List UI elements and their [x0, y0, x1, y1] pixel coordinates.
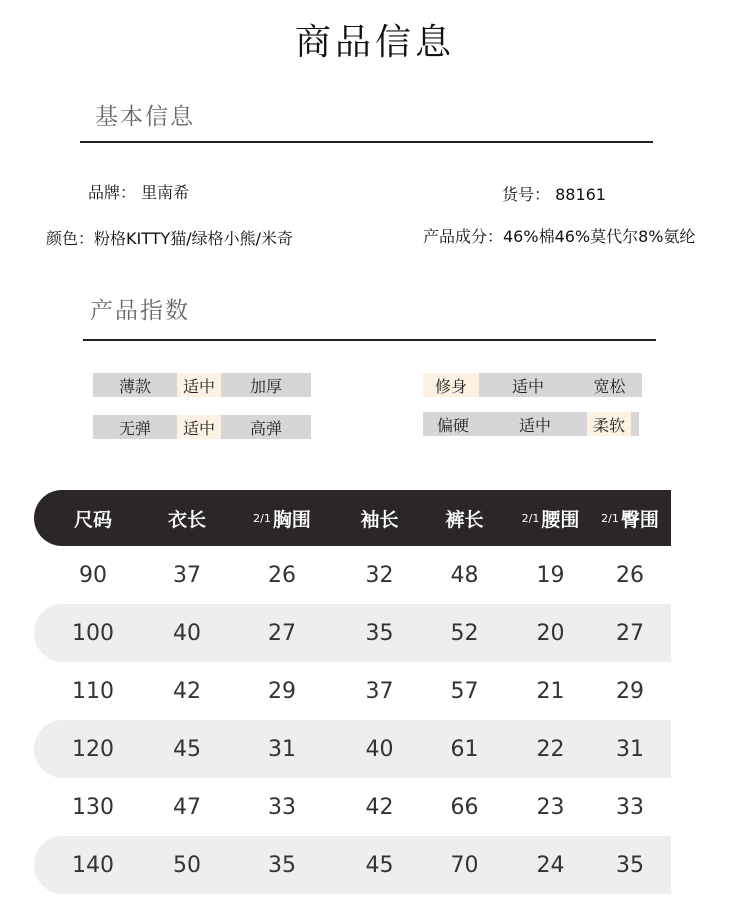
basic-info-divider — [80, 141, 653, 143]
cell-hip: 31 — [616, 736, 644, 762]
cell-chest: 29 — [268, 678, 296, 704]
cell-hip: 33 — [616, 794, 644, 820]
cell-sleeve: 40 — [365, 736, 394, 762]
header-hip: 2/1 臀围 — [601, 508, 659, 531]
product-index-divider — [83, 339, 656, 341]
table-row — [34, 836, 671, 894]
header-pants-length: 裤长 — [445, 508, 484, 531]
elasticity-high: 高弹 — [221, 415, 311, 439]
table-row — [34, 778, 671, 836]
cell-chest: 33 — [268, 794, 296, 820]
cell-waist: 23 — [536, 794, 565, 820]
elasticity-none: 无弹 — [93, 415, 177, 439]
cell-chest: 31 — [268, 736, 296, 762]
softness-index — [423, 412, 639, 436]
header-length: 衣长 — [167, 508, 206, 531]
cell-sleeve: 32 — [365, 562, 394, 588]
fit-regular: 适中 — [479, 373, 577, 397]
header-sleeve: 袖长 — [360, 508, 399, 531]
thickness-index — [93, 373, 311, 397]
cell-pants-length: 48 — [450, 562, 479, 588]
cell-pants-length: 57 — [450, 678, 479, 704]
cell-chest: 35 — [268, 852, 296, 878]
thickness-thin: 薄款 — [93, 373, 177, 397]
table-row — [34, 662, 671, 720]
color-text: 颜色：粉格KITTY猫/绿格小熊/米奇 — [46, 229, 294, 248]
cell-chest: 26 — [268, 562, 296, 588]
header-size: 尺码 — [73, 508, 112, 531]
item-number-text: 货号： 88161 — [502, 185, 606, 204]
cell-waist: 22 — [536, 736, 565, 762]
size-table-body — [34, 546, 671, 894]
size-table-header — [34, 490, 671, 546]
cell-size: 90 — [79, 562, 107, 588]
cell-pants-length: 61 — [450, 736, 479, 762]
cell-pants-length: 70 — [450, 852, 479, 878]
cell-length: 45 — [173, 736, 201, 762]
thickness-thick: 加厚 — [221, 373, 311, 397]
size-table — [34, 490, 671, 894]
elasticity-index — [93, 415, 311, 439]
softness-stiff: 偏硬 — [423, 412, 483, 436]
cell-waist: 24 — [536, 852, 565, 878]
cell-hip: 26 — [616, 562, 644, 588]
softness-soft-selected: 柔软 — [587, 412, 631, 436]
brand-text: 品牌： 里南希 — [88, 183, 190, 202]
cell-size: 130 — [72, 794, 114, 820]
cell-length: 50 — [173, 852, 201, 878]
cell-hip: 27 — [616, 620, 644, 646]
cell-length: 40 — [173, 620, 201, 646]
cell-sleeve: 45 — [365, 852, 394, 878]
product-index-heading: 产品指数 — [90, 298, 190, 324]
cell-hip: 29 — [616, 678, 644, 704]
cell-sleeve: 35 — [365, 620, 394, 646]
cell-hip: 35 — [616, 852, 644, 878]
cell-waist: 21 — [536, 678, 565, 704]
cell-length: 37 — [173, 562, 201, 588]
cell-sleeve: 42 — [365, 794, 394, 820]
cell-length: 42 — [173, 678, 201, 704]
table-row — [34, 720, 671, 778]
header-chest: 2/1 胸围 — [253, 508, 311, 531]
cell-size: 120 — [72, 736, 114, 762]
composition-text: 产品成分：46%棉46%莫代尔8%氨纶 — [423, 227, 696, 246]
page-title: 商品信息 — [294, 22, 455, 63]
thickness-medium-selected: 适中 — [177, 373, 221, 397]
cell-pants-length: 66 — [450, 794, 479, 820]
softness-end-cap — [631, 412, 639, 436]
basic-info-heading: 基本信息 — [95, 104, 195, 130]
cell-length: 47 — [173, 794, 201, 820]
cell-sleeve: 37 — [365, 678, 394, 704]
cell-size: 100 — [72, 620, 114, 646]
fit-index — [423, 373, 642, 397]
cell-size: 110 — [72, 678, 114, 704]
fit-loose: 宽松 — [577, 373, 642, 397]
cell-waist: 20 — [536, 620, 565, 646]
cell-pants-length: 52 — [450, 620, 479, 646]
header-waist: 2/1 腰围 — [521, 508, 580, 531]
table-row — [34, 604, 671, 662]
cell-waist: 19 — [536, 562, 565, 588]
elasticity-medium-selected: 适中 — [177, 415, 221, 439]
cell-size: 140 — [72, 852, 114, 878]
softness-medium: 适中 — [483, 412, 587, 436]
cell-chest: 27 — [268, 620, 296, 646]
fit-slim-selected: 修身 — [423, 373, 479, 397]
table-row — [34, 546, 671, 604]
